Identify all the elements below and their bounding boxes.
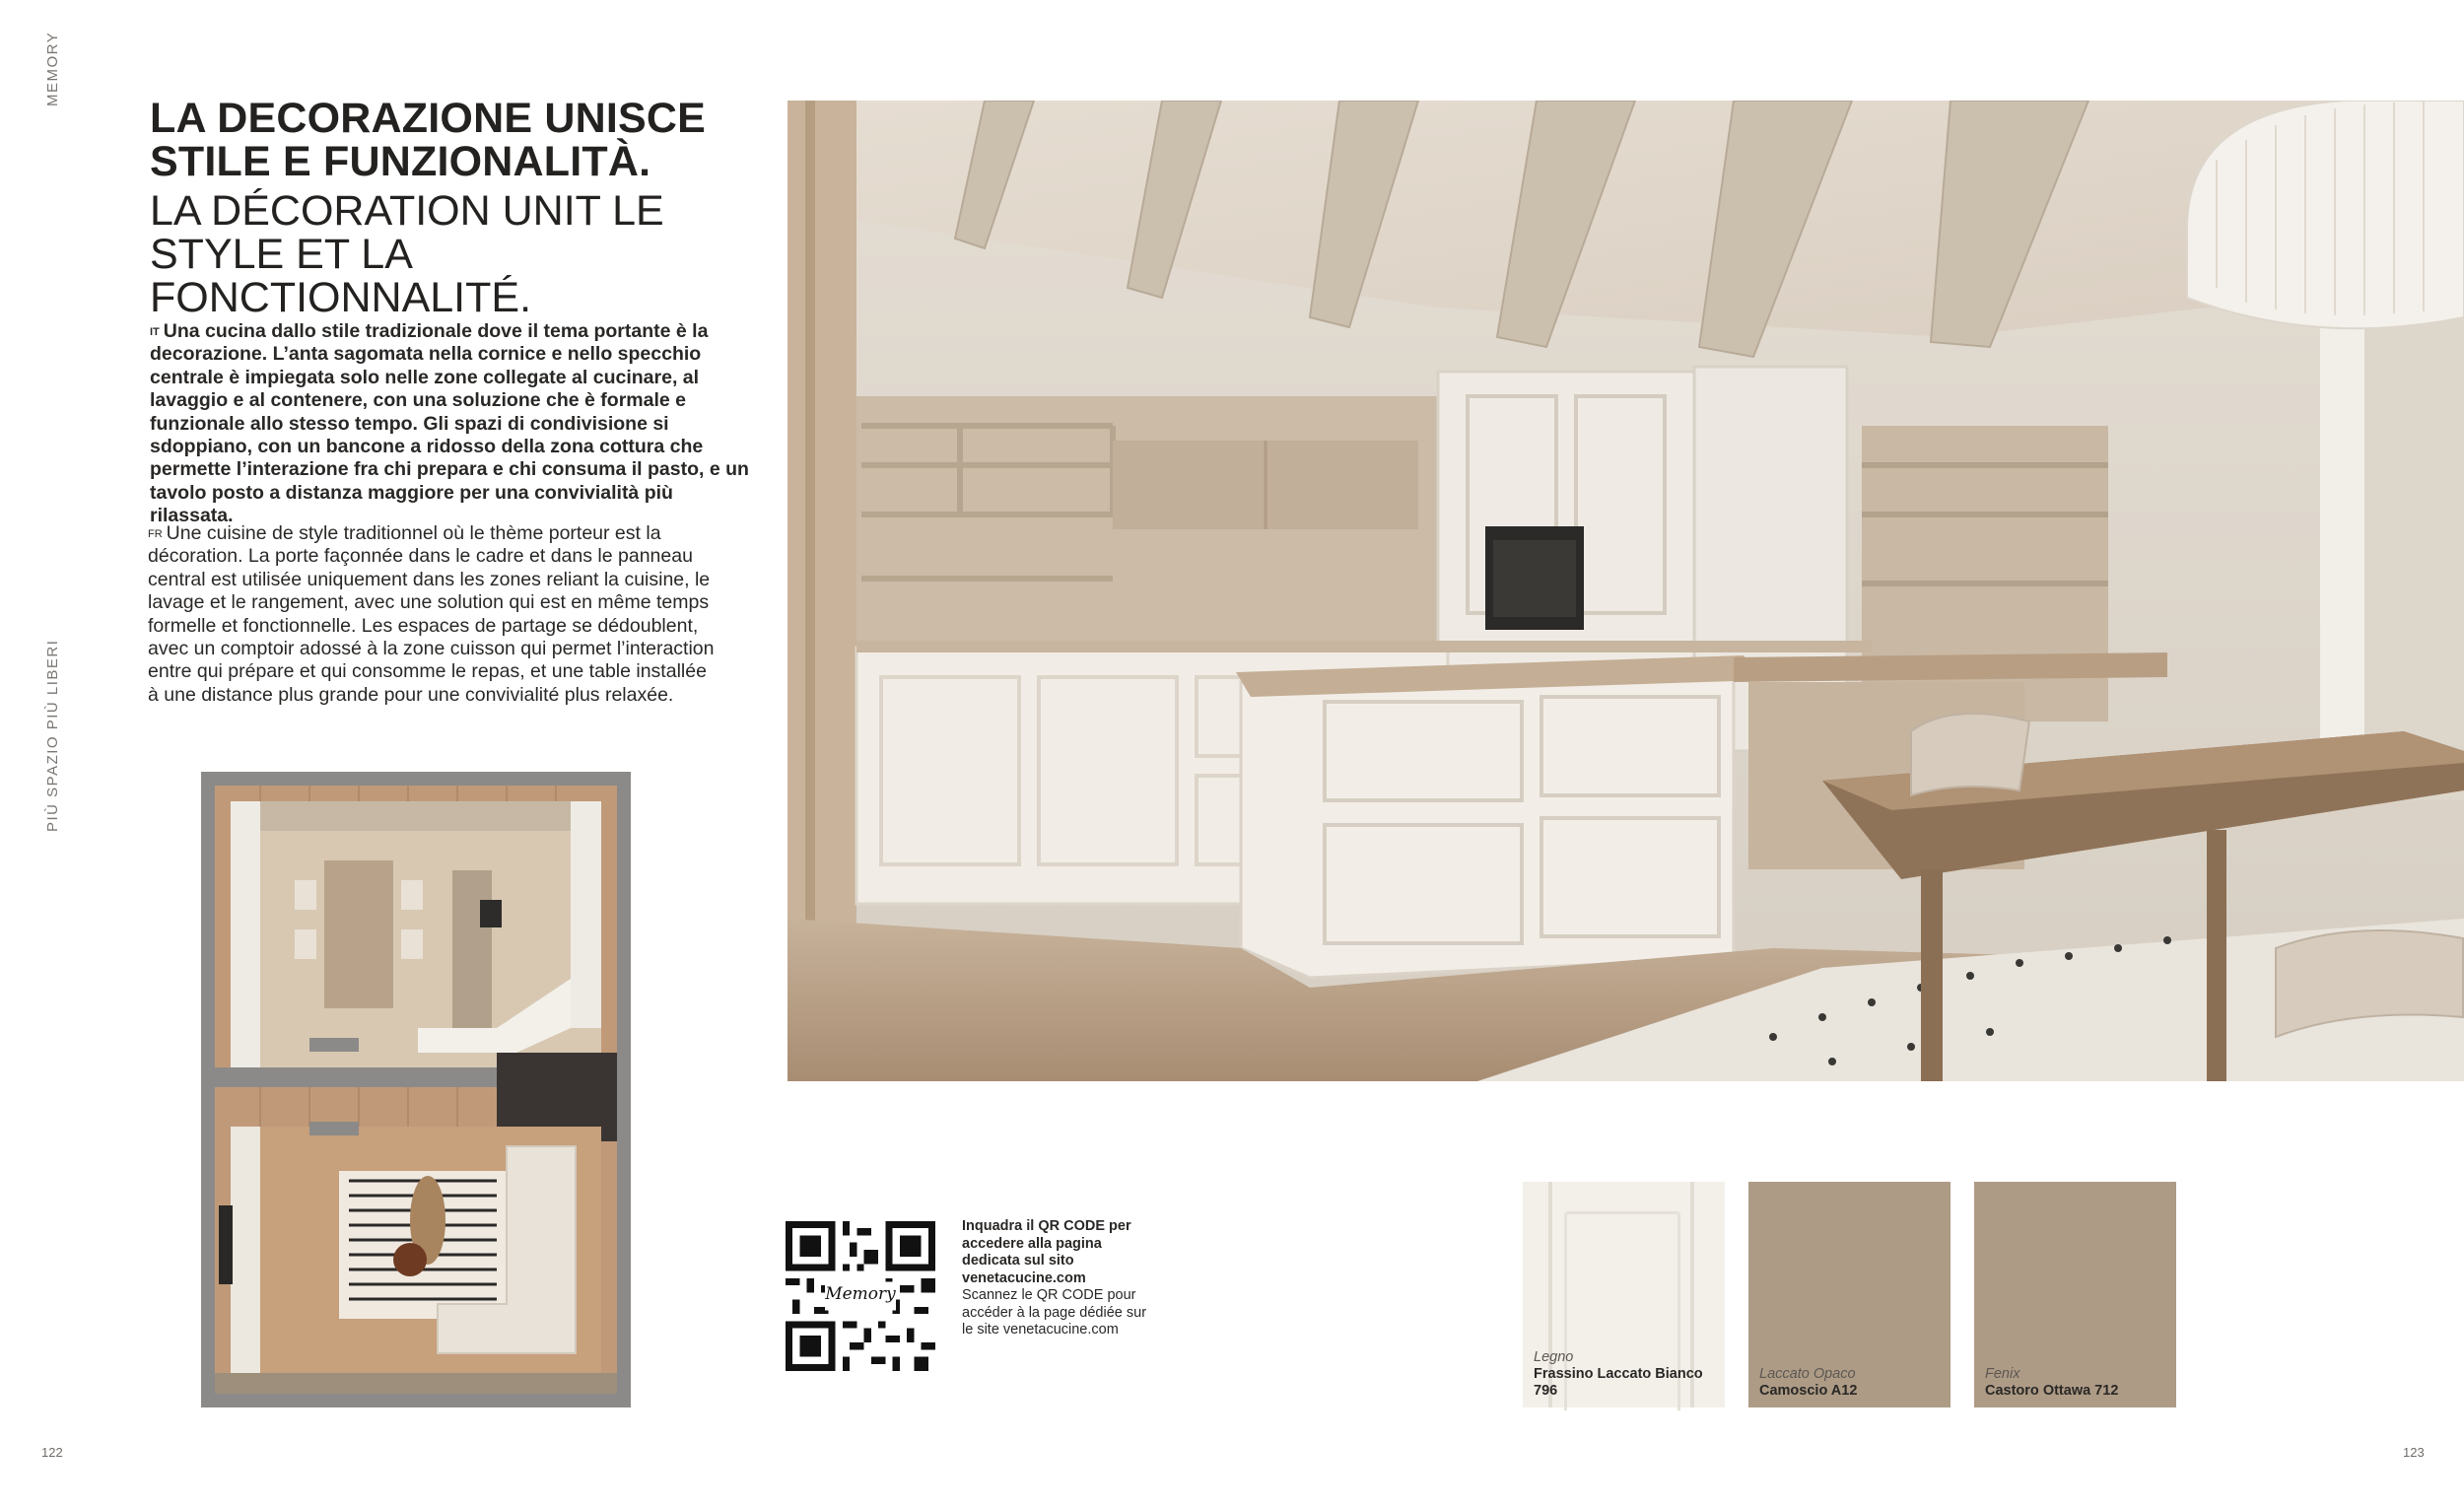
swatch-type: Laccato Opaco [1759,1366,1856,1382]
swatch-camoscio [1748,1182,1951,1407]
swatch-name: Castoro Ottawa 712 [1985,1383,2119,1399]
body-italian [150,320,751,528]
swatch-type: Fenix [1985,1366,2020,1382]
lang-tag-it: IT [150,326,160,338]
chapter-label: PIÙ SPAZIO PIÙ LIBERI [44,639,61,832]
page-number-right: 123 [2403,1445,2425,1460]
qr-caption [962,1218,1149,1339]
qr-caption-french: Scannez le QR CODE pour accéder à la page dédiée sur le site venetacucine.com [962,1287,1147,1338]
heading-italian: LA DECORAZIONE UNISCE STILE E FUNZIONALITÀ. [150,95,707,185]
kitchen-photo [787,101,2464,1081]
swatch-castoro [1974,1182,2176,1407]
qr-code[interactable] [786,1221,935,1371]
body-french-text: Une cuisine de style traditionnel où le thème porteur est la décoration. La porte façonnée dans le cadre et dans le panneau central est utilisée uniquement dans les zones reliant la cuisine, le lavage et le rangement, avec une solution qui est en même temps formelle et fonctionnelle. Les espaces de partage se dédoublent, avec un comptoir adossé à la zone cuisson qui permet l’interaction entre qui prépare et qui consomme le repas, et une table installée à une distance plus grande pour une convivialité plus relaxée. [148,522,715,706]
swatch-type: Legno [1534,1349,1574,1365]
swatch-name: Camoscio A12 [1759,1383,1858,1399]
qr-logo-text: Memory [825,1284,896,1304]
heading-french: LA DÉCORATION UNIT LE STYLE ET LA FONCTIONNALITÉ. [150,187,664,321]
body-french [148,522,719,707]
body-italian-text: Una cucina dallo stile tradizionale dove il tema portante è la decorazione. L’anta sagomata nella cornice e nello specchio centrale è impiegata solo nelle zone collegate al cucinare, al lavaggio e al contenere, con una soluzione che è formale e funzionale allo stesso tempo. Gli spazi di condivisione si sdoppiano, con un bancone a ridosso della zona cottura che permette l’interazione fra chi prepara e chi consuma il pasto, e un tavolo posto a distanza maggiore per una convivialità più rilassata. [150,320,749,527]
lang-tag-fr: FR [148,528,163,540]
swatch-name: Frassino Laccato Bianco 796 [1534,1366,1703,1399]
floor-plan-image [201,772,631,1407]
series-label: MEMORY [44,31,61,106]
page-number-left: 122 [41,1445,63,1460]
qr-caption-italian: Inquadra il QR CODE per accedere alla pagina dedicata sul sito venetacucine.com [962,1218,1131,1286]
swatch-frassino [1523,1182,1725,1407]
